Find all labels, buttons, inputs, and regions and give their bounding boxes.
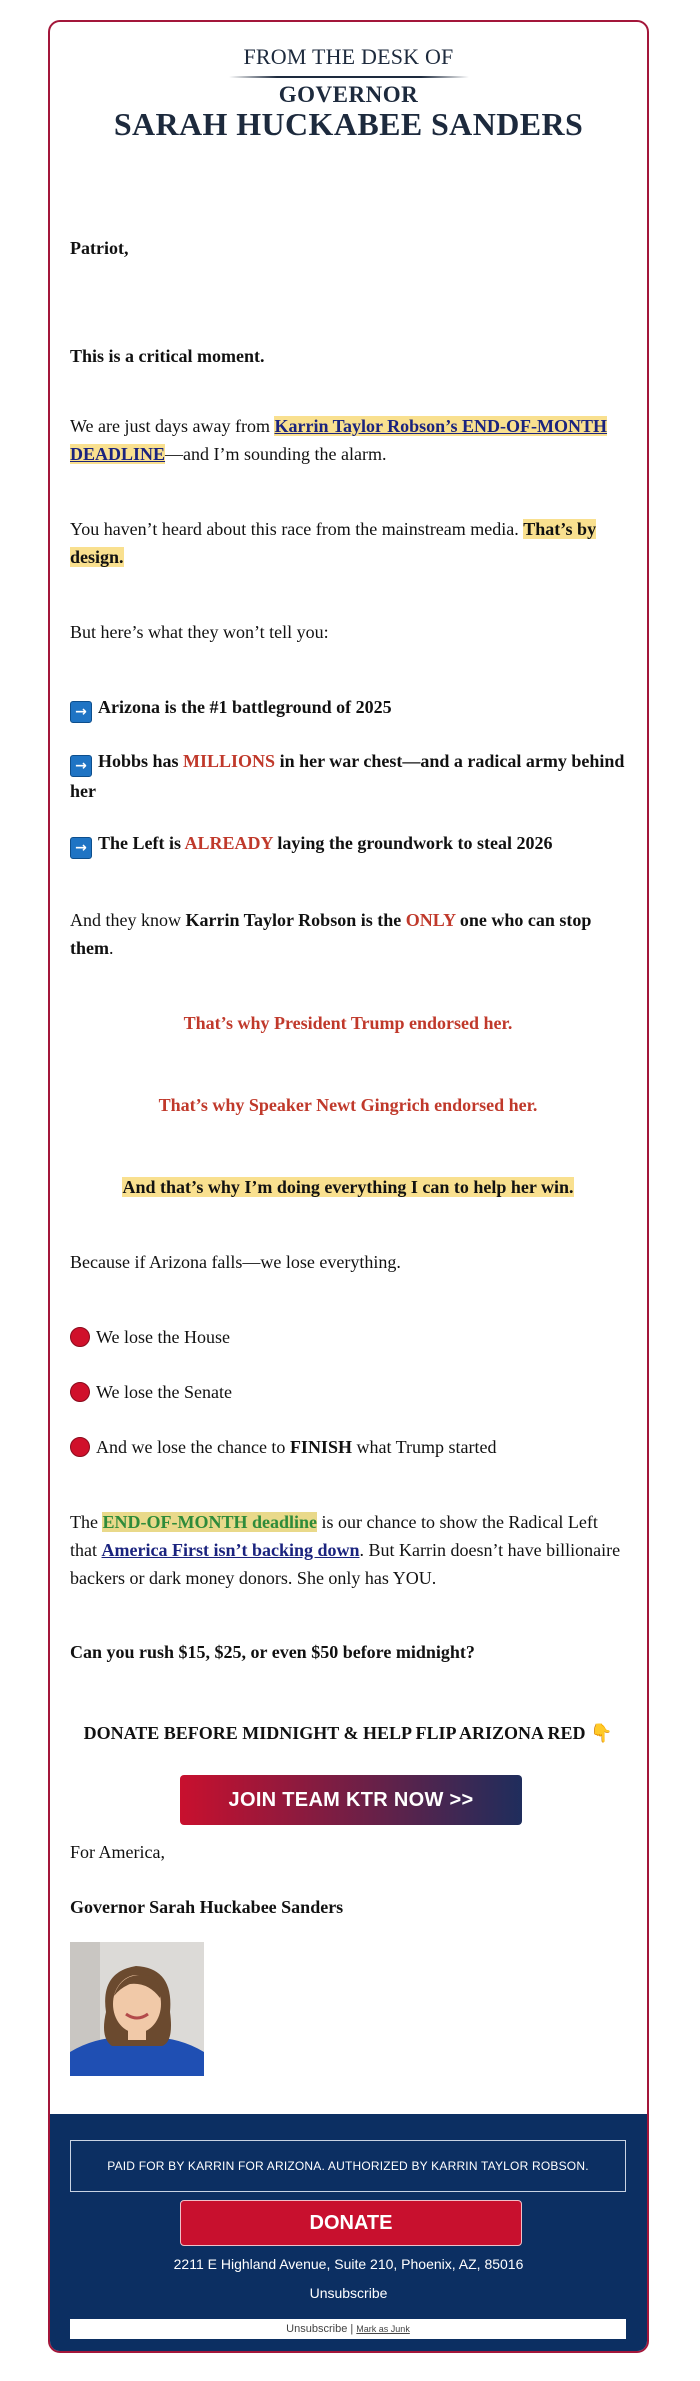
text: We lose the Senate	[96, 1382, 233, 1402]
bullet-left	[70, 829, 626, 859]
text: what Trump started	[351, 1437, 497, 1457]
paid-for-disclaimer: PAID FOR BY KARRIN FOR ARIZONA. AUTHORIZED BY KARRIN TAYLOR ROBSON.	[70, 2140, 626, 2192]
paragraph-deadline	[70, 412, 626, 468]
doing-everything	[70, 1173, 626, 1201]
text: FINISH	[289, 1437, 352, 1457]
portrait-image	[70, 1942, 204, 2076]
america-first-link[interactable]: America First isn’t backing down	[101, 1540, 360, 1560]
emphasis-red: MILLIONS	[183, 751, 276, 771]
text: And they know	[70, 910, 186, 930]
text: one who can stop them	[70, 910, 592, 958]
highlight-text: That’s by design.	[70, 519, 597, 567]
donate-heading	[70, 1719, 626, 1748]
emphasis-red: ONLY	[405, 910, 456, 930]
text: . But Karrin doesn’t have billionaire backers or dark money donors. She only has YOU.	[70, 1540, 621, 1588]
from-desk-label: FROM THE DESK OF	[243, 44, 454, 69]
paragraph-wont-tell: But here’s what they won’t tell you:	[70, 622, 329, 642]
arrow-right-icon: →	[70, 701, 92, 723]
paragraph-only-one	[70, 906, 626, 962]
text: And we lose the chance to	[96, 1437, 290, 1457]
text: We are just days away from	[70, 416, 275, 436]
highlight-text: And that’s why I’m doing everything I can to help her win.	[122, 1177, 574, 1197]
red-circle-icon	[70, 1327, 90, 1347]
lose-house	[70, 1323, 626, 1351]
governor-photo	[70, 1942, 204, 2076]
email-card	[48, 20, 649, 2353]
mailing-address: 2211 E Highland Avenue, Suite 210, Phoenix, AZ, 85016	[173, 2256, 524, 2272]
red-circle-icon	[70, 1382, 90, 1402]
trump-endorsement: That’s why President Trump endorsed her.	[183, 1013, 513, 1033]
red-circle-icon	[70, 1437, 90, 1457]
highlight-green: END-OF-MONTH deadline	[102, 1512, 317, 1532]
lose-senate	[70, 1378, 626, 1406]
rush-ask: Can you rush $15, $25, or even $50 before midnight?	[70, 1642, 475, 1662]
signature: Governor Sarah Huckabee Sanders	[70, 1897, 344, 1917]
text: Karrin Taylor Robson is the	[185, 910, 406, 930]
masthead	[50, 22, 647, 143]
lose-chance	[70, 1433, 626, 1461]
unsubscribe-link[interactable]: Unsubscribe	[309, 2285, 388, 2301]
text: We lose the House	[96, 1327, 231, 1347]
text: .	[109, 938, 114, 958]
separator: |	[347, 2323, 357, 2335]
critical-line: This is a critical moment.	[70, 346, 265, 366]
bullet-hobbs	[70, 747, 626, 805]
text: DONATE BEFORE MIDNIGHT & HELP FLIP ARIZONA RED	[83, 1723, 586, 1743]
bullet-battleground	[70, 693, 626, 723]
text: is our chance to show the Radical Left that	[70, 1512, 598, 1560]
greeting: Patriot,	[70, 238, 129, 258]
governor-title: GOVERNOR	[278, 82, 419, 107]
footer	[50, 2114, 647, 2353]
arrow-right-icon: →	[70, 755, 92, 777]
gingrich-endorsement: That’s why Speaker Newt Gingrich endorsed her.	[158, 1095, 538, 1115]
donate-button[interactable]: DONATE	[180, 2200, 522, 2246]
paragraph-media	[70, 515, 626, 571]
paragraph-deadline-chance	[70, 1508, 626, 1592]
unsubscribe-small-link[interactable]: Unsubscribe	[286, 2323, 348, 2335]
text: —and I’m sounding the alarm.	[165, 444, 387, 464]
sender-name: SARAH HUCKABEE SANDERS	[113, 106, 584, 142]
text: Arizona is the #1 battleground of 2025	[98, 697, 392, 717]
pointing-down-icon: 👇	[590, 1723, 613, 1744]
arizona-falls: Because if Arizona falls—we lose everything.	[70, 1252, 401, 1272]
deadline-link[interactable]: Karrin Taylor Robson’s END-OF-MONTH DEADLINE	[70, 416, 608, 464]
text: The	[70, 1512, 103, 1532]
arrow-right-icon: →	[70, 837, 92, 859]
unsubscribe-bar	[70, 2319, 626, 2339]
join-team-button[interactable]: JOIN TEAM KTR NOW >>	[180, 1775, 522, 1825]
text: You haven’t heard about this race from the mainstream media.	[70, 519, 524, 539]
emphasis-red: ALREADY	[184, 833, 273, 853]
text: in her war chest—and a radical army behind her	[70, 751, 625, 801]
signoff: For America,	[70, 1842, 165, 1862]
masthead-rule	[229, 76, 469, 78]
text: laying the groundwork to steal 2026	[272, 833, 553, 853]
mark-junk-link[interactable]: Mark as Junk	[356, 2324, 410, 2334]
text: Hobbs has	[98, 751, 184, 771]
text: The Left is	[98, 833, 185, 853]
